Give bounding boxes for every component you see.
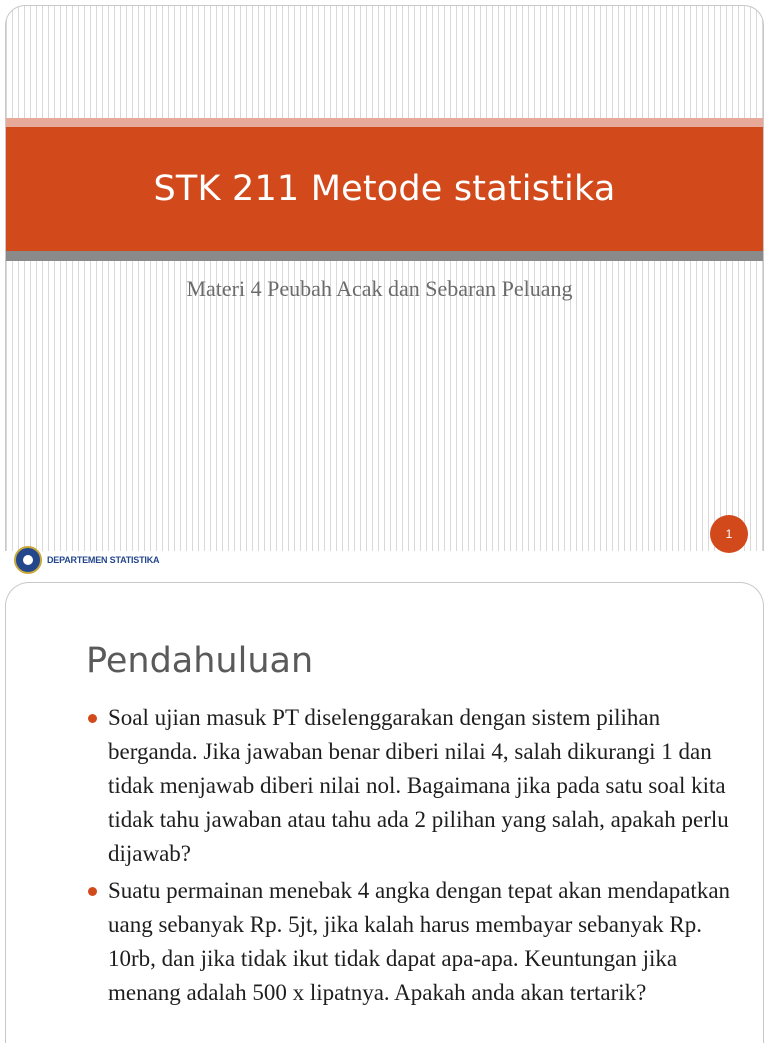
bullet-icon (88, 714, 97, 723)
bullet-text: Suatu permainan menebak 4 angka dengan tepat akan mendapatkan uang sebanyak Rp. 5jt, jika kalah harus membayar sebanyak Rp. 10rb, dan jika tidak ikut tidak dapat apa-apa. Keuntungan jika menang adalah 500 x lipatnya. Apakah anda akan tertarik? (108, 878, 731, 1005)
title-band (6, 127, 763, 251)
bullet-list (86, 701, 736, 1013)
slide-number-badge: 1 (710, 515, 748, 553)
bullet-item (86, 874, 736, 1010)
slide-heading: Pendahuluan (86, 641, 314, 681)
slide-subtitle: Materi 4 Peubah Acak dan Sebaran Peluang (186, 276, 573, 301)
bullet-text: Soal ujian masuk PT diselenggarakan dengan sistem pilihan berganda. Jika jawaban benar diberi nilai 4, salah dikurangi 1 dan tidak menjawab diberi nilai nol. Bagaimana jika pada satu soal kita tidak tahu jawaban atau tahu ada 2 pilihan yang salah, apakah perlu dijawab? (108, 705, 729, 866)
department-logo (14, 546, 159, 574)
title-slide (5, 5, 764, 551)
title-band-accent (6, 118, 763, 127)
slide-title: STK 211 Metode statistika (153, 169, 616, 209)
department-name: DEPARTEMEN STATISTIKA (47, 555, 160, 565)
bullet-icon (88, 887, 97, 896)
title-band-divider (6, 251, 763, 261)
bullet-item (86, 701, 736, 871)
university-seal-icon (14, 546, 42, 574)
content-slide (5, 582, 764, 1043)
